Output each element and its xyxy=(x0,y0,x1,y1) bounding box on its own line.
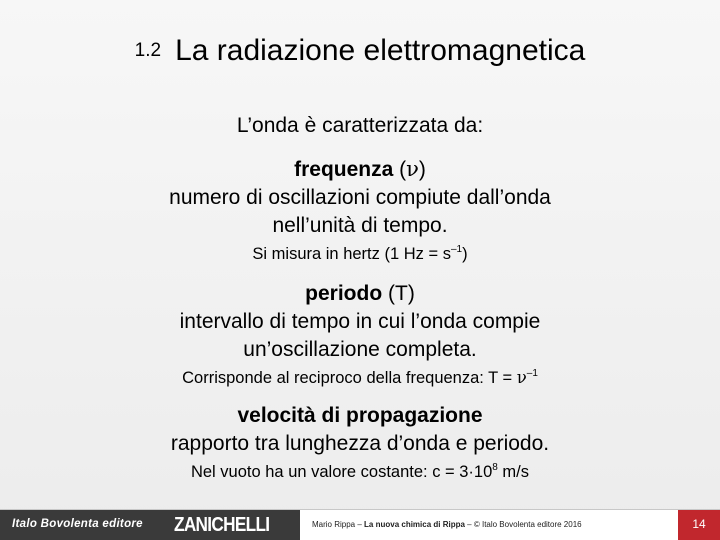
intro-text: L’onda è caratterizzata da: xyxy=(236,114,484,137)
footer xyxy=(0,509,720,540)
frequency-definition-line2: nell’unità di tempo. xyxy=(272,214,448,237)
credit-book: La nuova chimica di Rippa xyxy=(364,520,465,529)
frequency-definition-line1: numero di oscillazioni compiute dall’onda xyxy=(169,186,551,209)
frequency-section xyxy=(0,155,720,265)
frequency-note-text: Si misura in hertz (1 Hz = s xyxy=(252,245,451,263)
paren-close: ) xyxy=(418,158,426,181)
velocity-note-end: m/s xyxy=(497,463,530,481)
section-number: 1.2 xyxy=(134,40,162,61)
publisher-logo xyxy=(0,510,300,540)
credit-rest: – © Italo Bovolenta editore 2016 xyxy=(464,520,582,529)
velocity-note-exponent: 8 xyxy=(492,462,498,473)
title-text: La radiazione elettromagnetica xyxy=(175,34,586,67)
period-note-exponent: –1 xyxy=(526,368,538,379)
nu-symbol: ν xyxy=(516,368,527,387)
paren-open: ( xyxy=(393,158,407,181)
velocity-section xyxy=(0,402,720,483)
velocity-note-text: Nel vuoto ha un valore costante: c = 3·10 xyxy=(190,463,493,481)
period-section xyxy=(0,280,720,389)
velocity-definition: rapporto tra lunghezza d’onda e periodo. xyxy=(170,432,550,455)
velocity-note xyxy=(0,461,720,483)
nu-symbol: ν xyxy=(406,157,419,181)
publisher-name: Italo Bovolenta editore xyxy=(12,518,143,530)
credit-line xyxy=(312,520,582,529)
page-number: 14 xyxy=(678,510,720,540)
period-note-text: Corrisponde al reciproco della frequenza: T = xyxy=(182,369,517,387)
frequency-note-end: ) xyxy=(462,245,468,263)
frequency-note-exponent: –1 xyxy=(450,244,463,255)
period-term: periodo xyxy=(305,282,383,305)
velocity-term: velocità di propagazione xyxy=(237,404,483,427)
zanichelli-logo: ZANICHELLI xyxy=(174,514,270,536)
frequency-heading xyxy=(0,155,720,184)
period-heading xyxy=(0,280,720,308)
period-note xyxy=(0,367,720,389)
frequency-term: frequenza xyxy=(294,158,394,181)
period-definition-line2: un’oscillazione completa. xyxy=(243,338,477,361)
slide-title xyxy=(0,34,720,68)
credit-author: Mario Rippa – xyxy=(312,520,365,529)
frequency-note xyxy=(0,243,720,265)
period-definition-line1: intervallo di tempo in cui l’onda compie xyxy=(179,310,541,333)
period-symbol: (T) xyxy=(382,282,415,305)
